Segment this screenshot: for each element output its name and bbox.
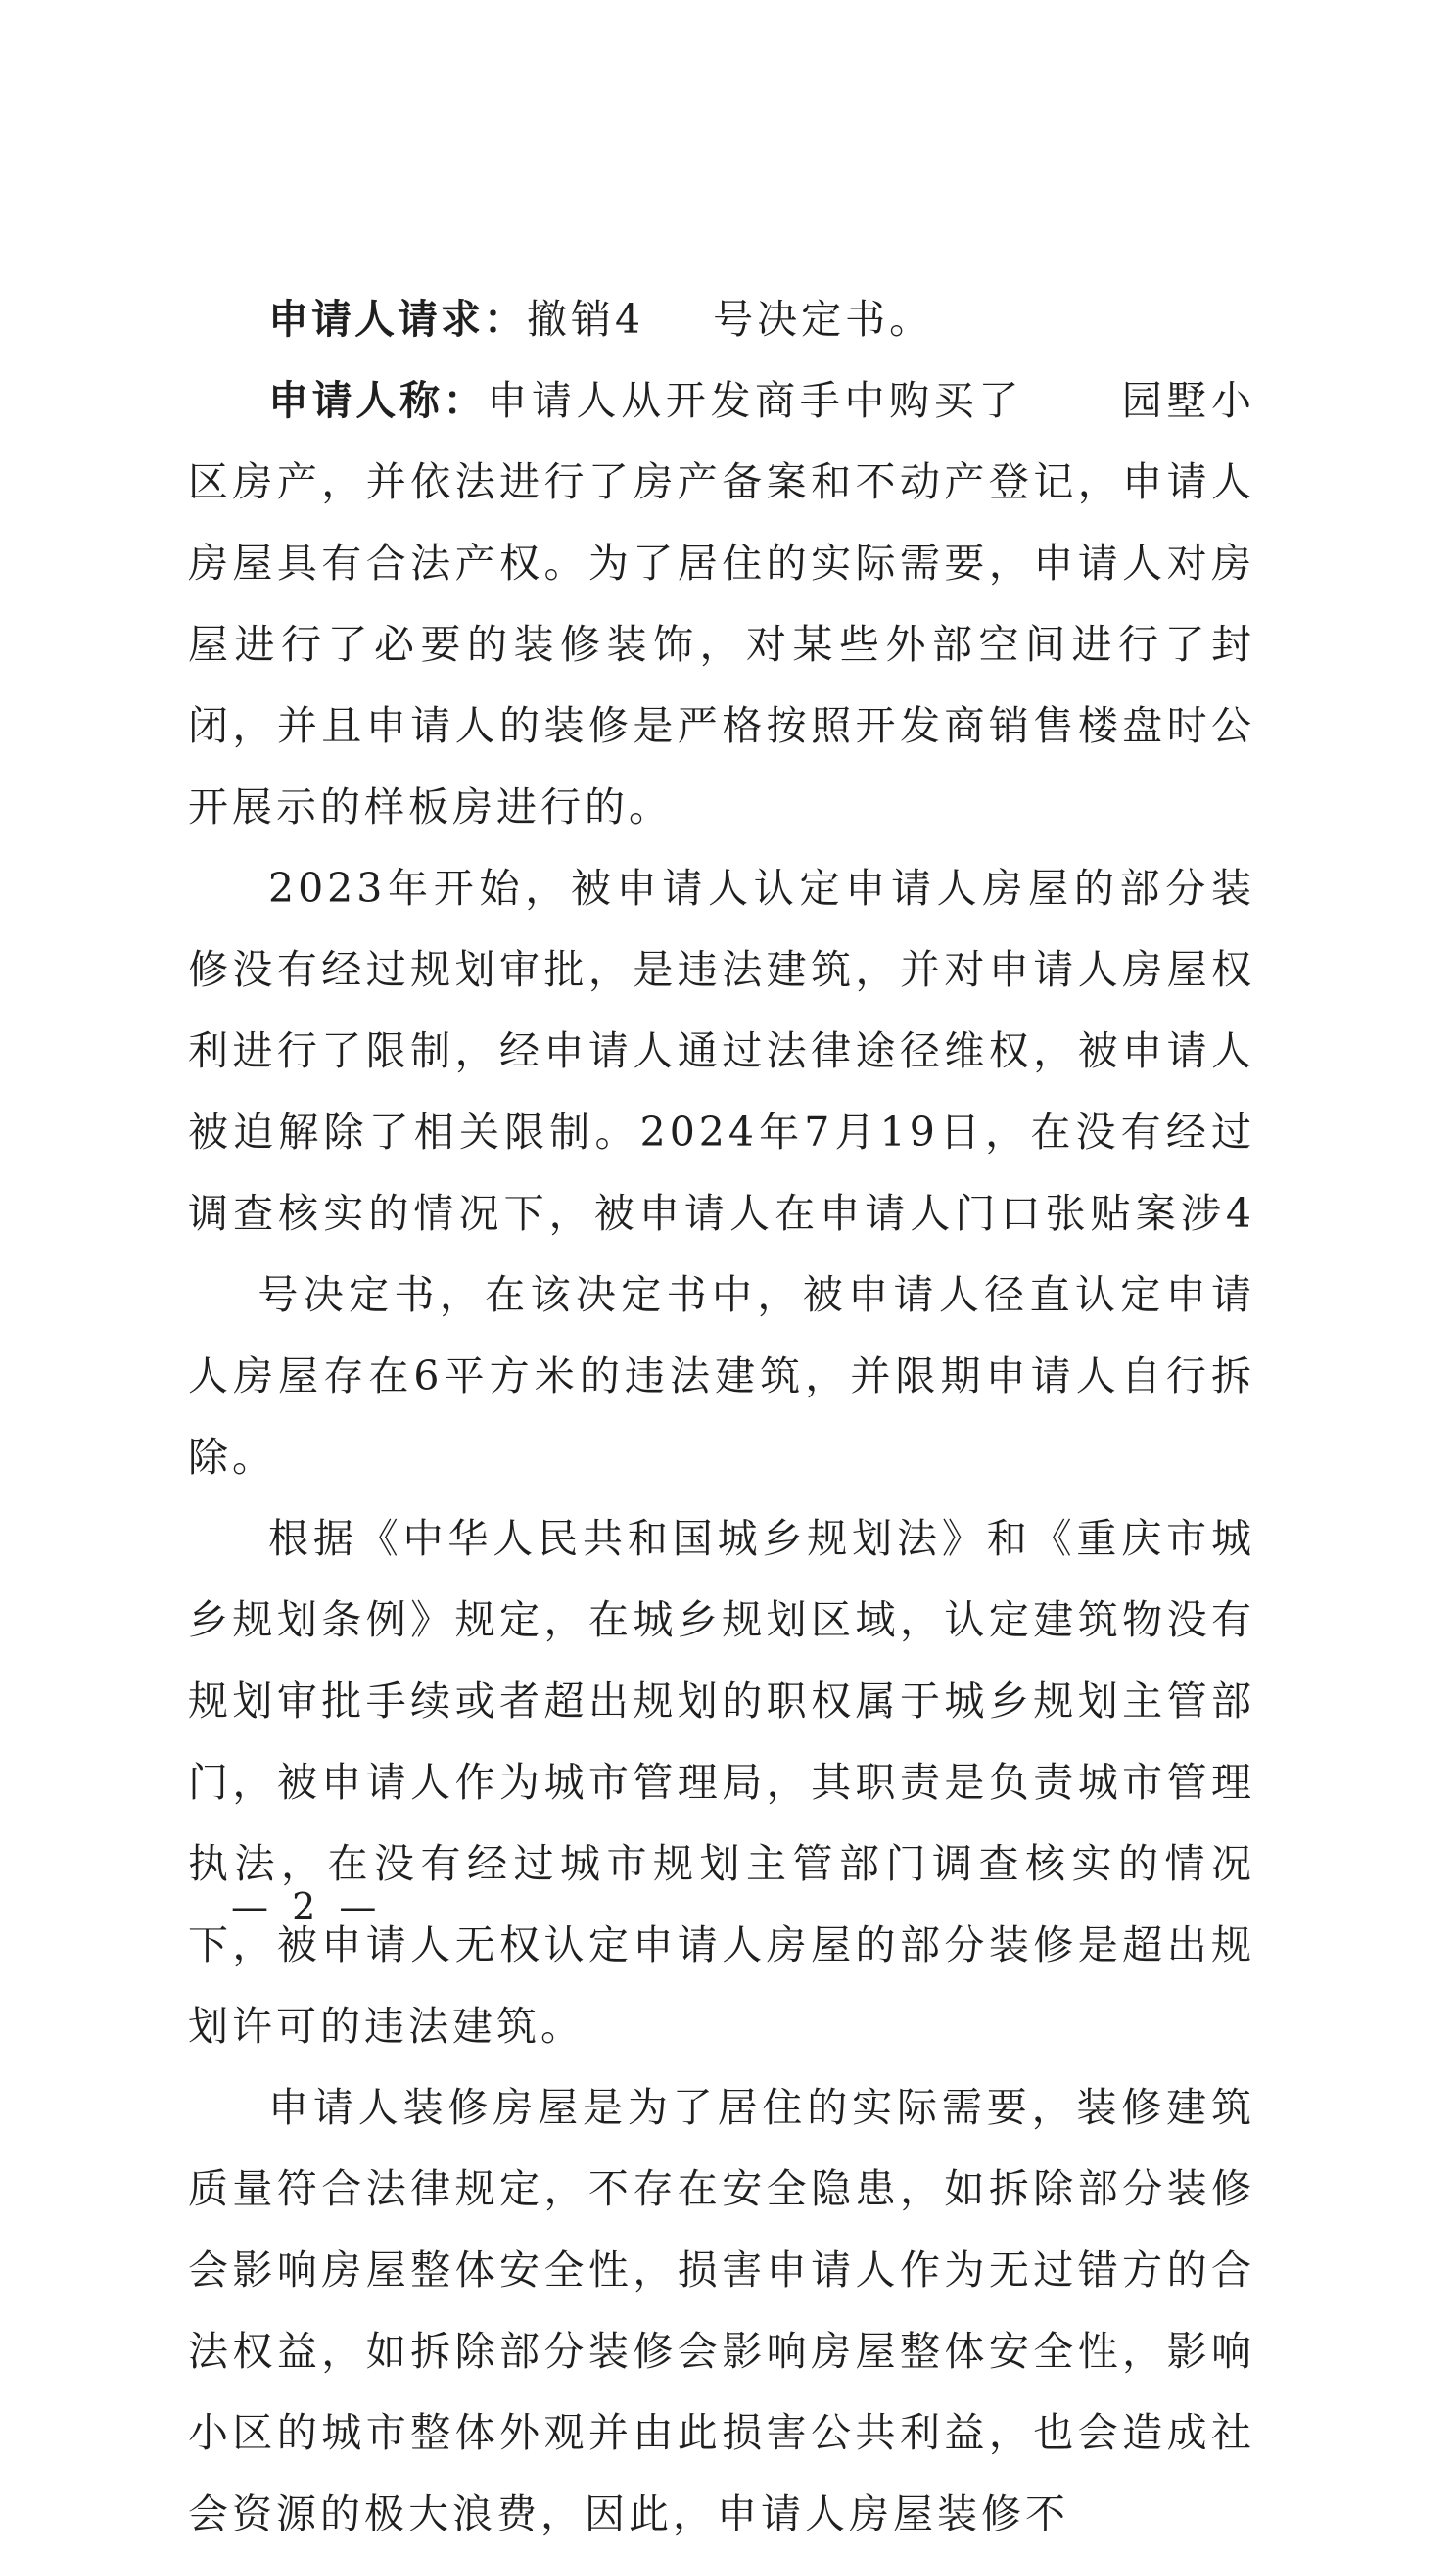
paragraph-legal-basis: 根据《中华人民共和国城乡规划法》和《重庆市城乡规划条例》规定，在城乡规划区域，认定建筑物没有规划审批手续或者超出规划的职权属于城乡规划主管部门，被申请人作为城市管理局，其职责是负责城市管理执法，在没有经过城市规划主管部门调查核实的情况下，被申请人无权认定申请人房屋的部分装修是超出规划许可的违法建筑。: [188, 1515, 1255, 2050]
paragraph-necessity: 申请人装修房屋是为了居住的实际需要，装修建筑质量符合法律规定，不存在安全隐患，如拆除部分装修会影响房屋整体安全性，损害申请人作为无过错方的合法权益，如拆除部分装修会影响房屋整体安全性，影响小区的城市整体外观并由此损害公共利益，也会造成社会资源的极大浪费，因此，申请人房屋装修不: [188, 2084, 1255, 2537]
paragraph-history: [188, 848, 1255, 1498]
document-body: [188, 279, 1255, 2555]
page-number: — 2 —: [231, 1885, 383, 1928]
request-text-before: 撤销4: [527, 296, 645, 343]
paragraph-claim: [188, 360, 1255, 848]
claim-text-after: 园墅小区房产，并依法进行了房产备案和不动产登记，申请人房屋具有合法产权。为了居住的实际需要，申请人对房屋进行了必要的装修装饰，对某些外部空间进行了封闭，并且申请人的装修是严格按照开发商销售楼盘时公开展示的样板房进行的。: [188, 377, 1256, 830]
request-text-after: 号决定书。: [713, 296, 934, 343]
history-text-before: 2023年开始，被申请人认定申请人房屋的部分装修没有经过规划审批，是违法建筑，并对申请人房屋权利进行了限制，经申请人通过法律途径维权，被申请人被迫解除了相关限制。2024年7月19日，在没有经过调查核实的情况下，被申请人在申请人门口张贴案涉4: [188, 865, 1255, 1237]
claim-label: 申请人称：: [268, 377, 488, 424]
paragraph-request: [188, 279, 1255, 360]
history-text-after: 号决定书，在该决定书中，被申请人径直认定申请人房屋存在6平方米的违法建筑，并限期申请人自行拆除。: [188, 1271, 1255, 1481]
request-label: 申请人请求：: [268, 296, 527, 343]
claim-text-before: 申请人从开发商手中购买了: [487, 377, 1024, 424]
